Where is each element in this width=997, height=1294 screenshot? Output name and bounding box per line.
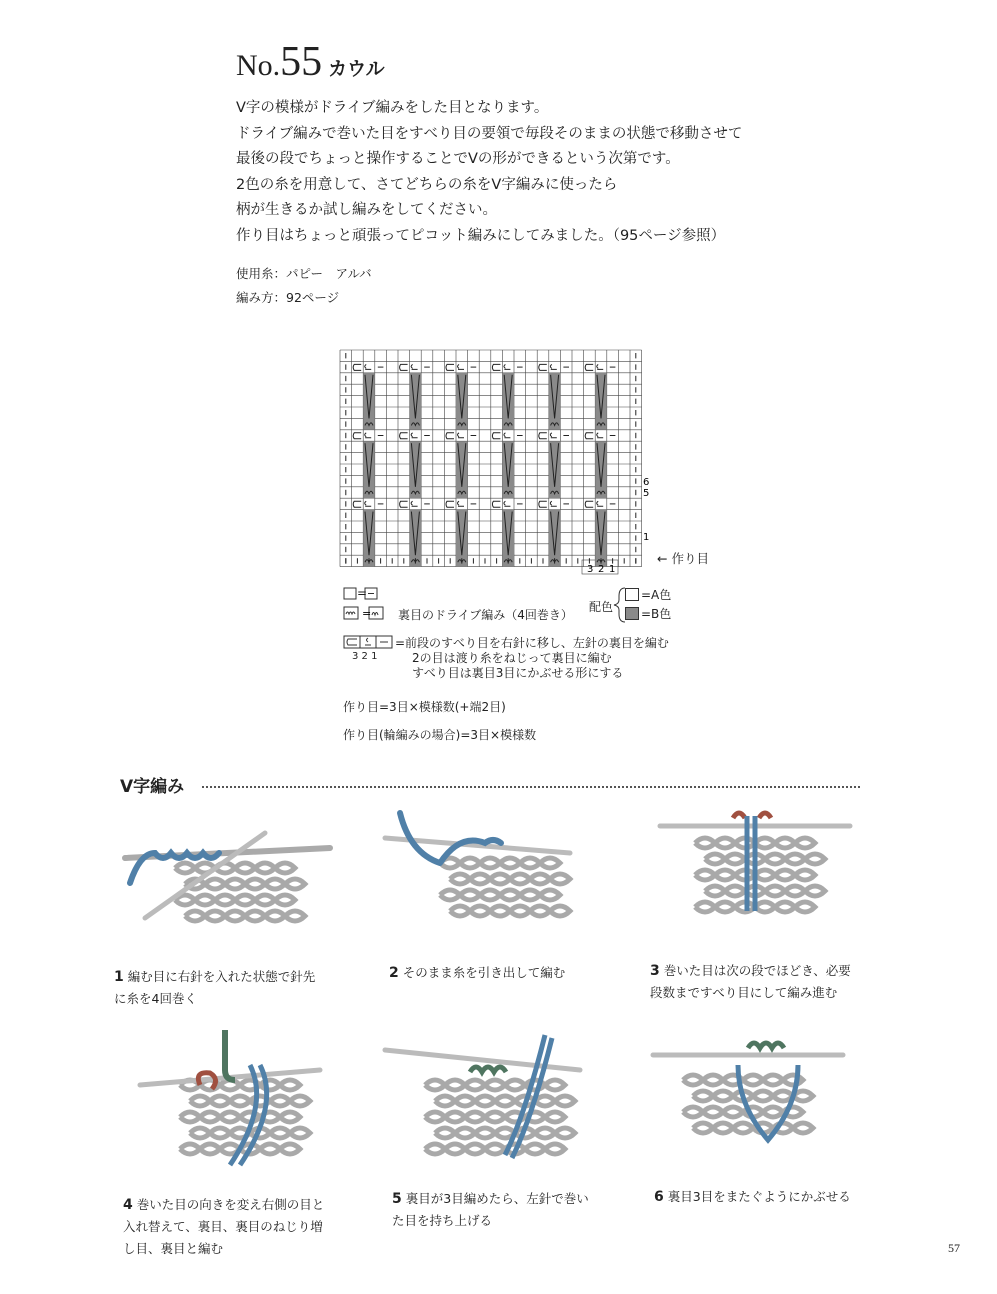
combo-line: =前段のすべり目を右針に移し、左針の裏目を編む — [395, 636, 669, 650]
step-caption-2 — [389, 962, 629, 984]
b-color-column — [410, 373, 422, 430]
combo-numbers: 3 2 1 — [352, 651, 378, 662]
twist-purl-mark — [458, 501, 465, 506]
knit-loop — [550, 874, 570, 884]
knit-loop — [475, 1128, 495, 1138]
knit-loop — [485, 1112, 505, 1122]
knit-loop — [425, 1080, 445, 1090]
slip-stitch-mark — [539, 364, 547, 370]
slip-stitch-mark — [400, 501, 408, 507]
b-color-column — [595, 373, 607, 430]
twist-purl-mark — [550, 433, 557, 438]
knit-loop — [755, 870, 775, 880]
knit-loop — [725, 886, 745, 896]
knit-loop — [425, 1112, 445, 1122]
knit-loop — [555, 1096, 575, 1106]
knit-loop — [275, 895, 295, 905]
purl-equals: = — [357, 586, 368, 600]
b-color-column — [363, 441, 375, 498]
knit-loop — [445, 1112, 465, 1122]
page-title — [236, 38, 385, 86]
step-number: 3 — [650, 963, 660, 979]
knit-loop — [200, 1112, 220, 1122]
slip-stitch-mark — [492, 501, 500, 507]
knit-loop — [290, 1128, 310, 1138]
knit-loop — [545, 1080, 565, 1090]
slip-stitch-mark — [446, 501, 454, 507]
knit-loop — [733, 1123, 753, 1133]
cast-on-rule-round: 作り目(輪編みの場合)=3目×模様数 — [343, 728, 537, 742]
slip-stitch-mark — [446, 433, 454, 439]
b-color-column — [410, 510, 422, 567]
step-text: 編む目に右針を入れた状態で針先 — [127, 969, 316, 984]
knit-loop — [200, 1144, 220, 1154]
knit-loop — [225, 911, 245, 921]
knit-loop — [763, 1075, 783, 1085]
intro-line: ドライブ編みで巻いた目をすべり目の要領で毎段そのままの状態で移動させて — [236, 125, 743, 142]
drive-stitch-symbol — [343, 605, 403, 623]
combo-line: 2の目は渡り糸をねじって裏目に編む — [412, 651, 612, 665]
twist-purl-mark — [550, 501, 557, 506]
knit-loop — [495, 1096, 515, 1106]
step-caption-6 — [654, 1186, 894, 1208]
twist-purl-mark — [504, 433, 511, 438]
knit-loop — [460, 858, 480, 868]
slip-stitch-mark — [492, 364, 500, 370]
step-text: 裏目3目をまたぐようにかぶせる — [667, 1189, 851, 1204]
knit-loop — [450, 906, 470, 916]
knit-loop — [180, 1144, 200, 1154]
b-color-column — [410, 441, 422, 498]
page-number: 57 — [948, 1241, 960, 1255]
knit-loop — [490, 906, 510, 916]
twist-purl-mark — [411, 501, 418, 506]
knit-loop — [693, 1091, 713, 1101]
row-number: 5 — [643, 488, 650, 499]
knit-loop — [550, 906, 570, 916]
knit-loop — [425, 1144, 445, 1154]
twist-purl-mark — [597, 433, 604, 438]
col-number: 2 — [598, 564, 605, 575]
twist-purl-mark — [550, 364, 557, 369]
knit-loop — [795, 870, 815, 880]
color-label: 配色 — [589, 600, 614, 614]
knit-loop — [485, 1144, 505, 1154]
knit-loop — [230, 1096, 250, 1106]
knit-loop — [255, 895, 275, 905]
slip-stitch-mark — [585, 501, 593, 507]
knit-loop — [723, 1107, 743, 1117]
knit-loop — [265, 879, 285, 889]
knit-loop — [220, 1112, 240, 1122]
knit-loop — [470, 906, 490, 916]
slip-stitch-mark — [446, 364, 454, 370]
step-text: 巻いた目の向きを変え右側の目と — [136, 1197, 325, 1212]
knit-loop — [465, 1144, 485, 1154]
knit-loop — [485, 1080, 505, 1090]
knit-loop — [713, 1123, 733, 1133]
knit-loop — [265, 911, 285, 921]
section-divider — [202, 786, 860, 788]
slip-stitch-mark — [353, 364, 361, 370]
knit-loop — [540, 890, 560, 900]
knit-loop — [235, 895, 255, 905]
knit-loop — [285, 879, 305, 889]
knit-loop — [470, 874, 490, 884]
knit-loop — [455, 1096, 475, 1106]
knit-loop — [450, 874, 470, 884]
knit-loop — [785, 854, 805, 864]
knit-loop — [743, 1075, 763, 1085]
knit-loop — [695, 870, 715, 880]
knit-loop — [215, 895, 235, 905]
knit-loop — [455, 1128, 475, 1138]
row-number: 6 — [643, 477, 650, 488]
b-color-column — [595, 441, 607, 498]
step-caption-1 — [114, 966, 339, 1010]
b-color-column — [456, 510, 468, 567]
knit-loop — [510, 906, 530, 916]
knit-loop — [280, 1144, 300, 1154]
knit-loop — [205, 911, 225, 921]
knit-loop — [445, 1080, 465, 1090]
knit-loop — [703, 1107, 723, 1117]
intro-line: 作り目はちょっと頑張ってピコット編みにしてみました。（95ページ参照） — [236, 227, 726, 244]
knit-loop — [510, 874, 530, 884]
slip-stitch-mark — [585, 364, 593, 370]
slip-stitch-mark — [353, 433, 361, 439]
b-color-column — [502, 510, 514, 567]
knit-loop — [775, 838, 795, 848]
knit-loop — [500, 858, 520, 868]
intro-paragraph — [236, 96, 876, 249]
knit-loop — [185, 911, 205, 921]
step-3-illustration — [655, 808, 855, 958]
knit-loop — [245, 911, 265, 921]
knit-loop — [480, 890, 500, 900]
knit-loop — [775, 870, 795, 880]
knit-loop — [435, 1096, 455, 1106]
knit-loop — [695, 838, 715, 848]
step-text: 裏目が3目編めたら、左針で巻い — [405, 1191, 589, 1206]
knit-loop — [440, 890, 460, 900]
knit-loop — [285, 911, 305, 921]
slip-stitch-mark — [353, 501, 361, 507]
knit-loop — [465, 1080, 485, 1090]
title-number: 55 — [280, 39, 323, 85]
step-text: 段数まですべり目にして編み進む — [650, 985, 838, 1000]
step-4-illustration — [130, 1025, 330, 1175]
cast-on-label: ← 作り目 — [657, 551, 709, 566]
knit-loop — [445, 1144, 465, 1154]
twist-purl-mark — [365, 433, 372, 438]
knit-loop — [755, 838, 775, 848]
knit-loop — [775, 902, 795, 912]
slip-stitch-mark — [539, 433, 547, 439]
slip-stitch-mark — [539, 501, 547, 507]
knit-loop — [245, 879, 265, 889]
b-color-column — [502, 441, 514, 498]
knit-loop — [725, 854, 745, 864]
knit-loop — [683, 1107, 703, 1117]
intro-line: V字の模様がドライブ編みをした目となります。 — [236, 100, 549, 116]
knit-loop — [535, 1128, 555, 1138]
color-a-swatch — [625, 588, 639, 601]
title-name: カウル — [328, 58, 385, 80]
svg-text:=: = — [362, 607, 372, 620]
slip-stitch-mark — [492, 433, 500, 439]
knit-loop — [180, 1112, 200, 1122]
col-number: 1 — [609, 564, 616, 575]
knit-loop — [715, 902, 735, 912]
knit-loop — [525, 1144, 545, 1154]
knit-loop — [530, 874, 550, 884]
knit-loop — [805, 854, 825, 864]
step-text: た目を持ち上げる — [392, 1213, 493, 1228]
knit-loop — [505, 1080, 525, 1090]
knit-loop — [703, 1075, 723, 1085]
knit-loop — [280, 1112, 300, 1122]
step-text: 巻いた目は次の段でほどき、必要 — [663, 963, 851, 978]
knit-loop — [520, 858, 540, 868]
b-color-column — [549, 373, 561, 430]
knit-loop — [530, 906, 550, 916]
knit-loop — [190, 1128, 210, 1138]
twist-purl-mark — [597, 364, 604, 369]
step-text: に糸を4回巻く — [114, 991, 197, 1006]
knit-loop — [545, 1144, 565, 1154]
knit-loop — [783, 1075, 803, 1085]
step-2-illustration — [380, 808, 580, 958]
knit-loop — [290, 1096, 310, 1106]
knit-loop — [753, 1091, 773, 1101]
slip-stitch-mark — [400, 433, 408, 439]
twist-purl-mark — [411, 364, 418, 369]
slip-stitch-mark — [400, 364, 408, 370]
step-number: 1 — [114, 969, 124, 985]
twist-purl-mark — [458, 364, 465, 369]
knitting-chart — [330, 340, 660, 580]
knit-loop — [765, 886, 785, 896]
b-color-column — [549, 510, 561, 567]
slip-stitch-mark — [585, 433, 593, 439]
step-caption-5 — [392, 1188, 632, 1232]
twist-purl-mark — [365, 501, 372, 506]
step-text: そのまま糸を引き出して編む — [402, 965, 566, 980]
drive-stitch-label: 裏目のドライブ編み（4回巻き） — [398, 608, 573, 622]
color-a-label: =A色 — [641, 588, 672, 602]
step-number: 2 — [389, 965, 399, 981]
pattern-ref: 編み方：92ページ — [236, 290, 340, 305]
twist-purl-mark — [365, 364, 372, 369]
step-number: 6 — [654, 1189, 664, 1205]
chart-legend — [343, 586, 703, 742]
b-color-column — [363, 373, 375, 430]
knit-loop — [683, 1075, 703, 1085]
materials — [236, 262, 372, 310]
step-text: 入れ替えて、裏目、裏目のねじり増 — [123, 1219, 323, 1234]
knit-loop — [715, 838, 735, 848]
step-number: 4 — [123, 1197, 133, 1213]
knit-loop — [500, 890, 520, 900]
knit-loop — [195, 895, 215, 905]
intro-line: 最後の段でちょっと操作することでVの形ができるという次第です。 — [236, 151, 680, 167]
knit-loop — [490, 874, 510, 884]
knit-loop — [793, 1123, 813, 1133]
knit-loop — [785, 886, 805, 896]
color-b-label: =B色 — [641, 607, 672, 621]
combo-symbol — [343, 634, 395, 650]
color-b-swatch — [625, 607, 639, 620]
row-number: 1 — [643, 532, 650, 543]
col-number: 3 — [587, 564, 594, 575]
knit-loop — [205, 879, 225, 889]
step-1-illustration — [115, 808, 340, 958]
twist-purl-mark — [504, 501, 511, 506]
knit-loop — [235, 863, 255, 873]
knit-loop — [763, 1107, 783, 1117]
knit-loop — [705, 854, 725, 864]
knit-loop — [435, 1128, 455, 1138]
b-color-column — [549, 441, 561, 498]
title-prefix: No. — [236, 49, 281, 82]
knit-loop — [805, 886, 825, 896]
step-text: し目、裏目と編む — [123, 1241, 224, 1256]
knit-loop — [465, 1112, 485, 1122]
knit-loop — [175, 863, 195, 873]
knit-loop — [545, 1112, 565, 1122]
knit-loop — [795, 838, 815, 848]
b-color-column — [456, 441, 468, 498]
knit-loop — [270, 1128, 290, 1138]
knit-loop — [480, 858, 500, 868]
knit-loop — [255, 863, 275, 873]
intro-line: 柄が生きるか試し編みをしてください。 — [236, 202, 497, 218]
b-color-column — [456, 373, 468, 430]
twist-purl-mark — [458, 433, 465, 438]
knit-loop — [795, 902, 815, 912]
knit-loop — [260, 1144, 280, 1154]
knit-loop — [520, 890, 540, 900]
knit-loop — [210, 1096, 230, 1106]
intro-line: 2色の糸を用意して、さてどちらの糸をV字編みに使ったら — [236, 176, 618, 193]
twist-purl-mark — [504, 364, 511, 369]
knit-loop — [755, 902, 775, 912]
cast-on-rule: 作り目=3目×模様数(+端2目) — [343, 700, 506, 714]
b-color-column — [502, 373, 514, 430]
knit-loop — [275, 863, 295, 873]
section-heading: V字編み — [120, 777, 185, 797]
step-6-illustration — [648, 1020, 848, 1170]
yarn-info: 使用糸：パピー アルバ — [236, 266, 372, 281]
knit-loop — [713, 1091, 733, 1101]
knit-loop — [280, 1080, 300, 1090]
knit-loop — [210, 1128, 230, 1138]
step-caption-3 — [650, 960, 890, 1004]
knit-loop — [270, 1096, 290, 1106]
knit-loop — [460, 890, 480, 900]
knit-loop — [555, 1128, 575, 1138]
b-color-column — [595, 510, 607, 567]
knit-loop — [190, 1096, 210, 1106]
step-number: 5 — [392, 1191, 402, 1207]
knit-loop — [475, 1096, 495, 1106]
knit-loop — [225, 879, 245, 889]
knit-loop — [765, 854, 785, 864]
knit-loop — [705, 886, 725, 896]
knit-loop — [695, 902, 715, 912]
step-5-illustration — [380, 1020, 590, 1170]
b-color-column — [363, 510, 375, 567]
knit-loop — [715, 870, 735, 880]
twist-purl-mark — [597, 501, 604, 506]
combo-line: すべり目は裏目3目にかぶせる形にする — [412, 666, 624, 680]
knit-loop — [540, 858, 560, 868]
step-caption-4 — [123, 1194, 363, 1260]
knit-loop — [693, 1123, 713, 1133]
twist-purl-mark — [411, 433, 418, 438]
